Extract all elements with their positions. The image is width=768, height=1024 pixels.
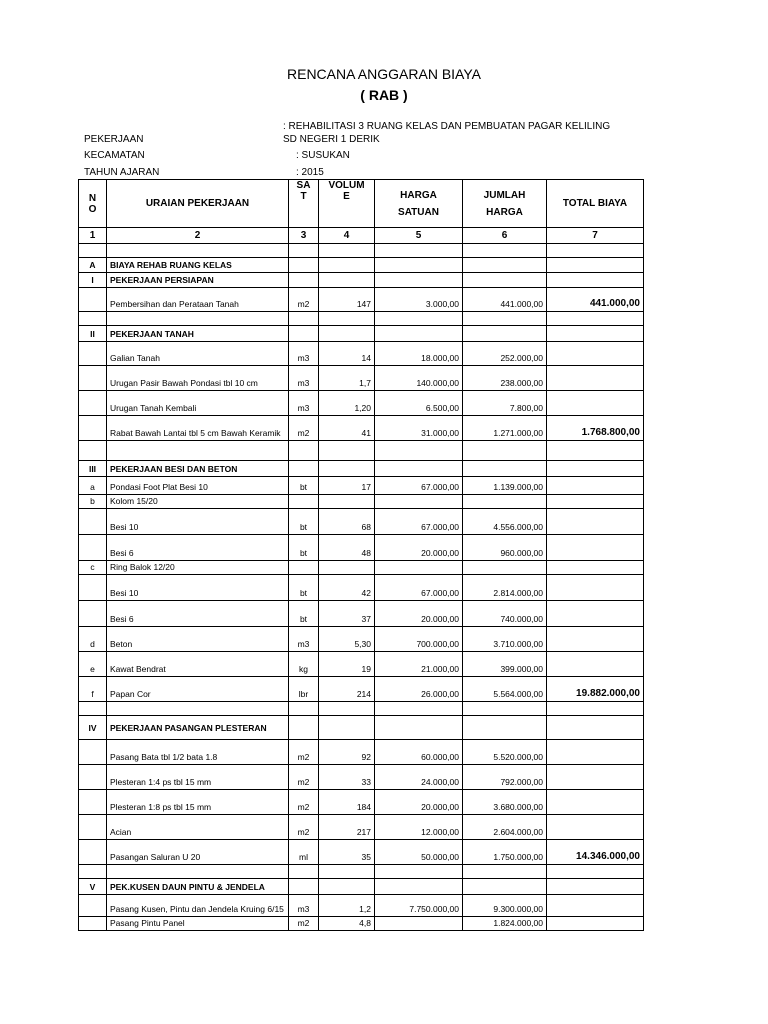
row-description: Pondasi Foot Plat Besi 10 xyxy=(107,477,289,495)
row-total xyxy=(547,326,644,342)
row-unit-price: 12.000,00 xyxy=(375,815,463,840)
row-description: Pasang Bata tbl 1/2 bata 1.8 xyxy=(107,740,289,765)
empty-cell xyxy=(463,312,547,326)
row-no xyxy=(79,765,107,790)
table-row xyxy=(79,627,644,652)
row-description: Plesteran 1:8 ps tbl 15 mm xyxy=(107,790,289,815)
row-description: Plesteran 1:4 ps tbl 15 mm xyxy=(107,765,289,790)
section-row xyxy=(79,258,644,273)
row-unit-price xyxy=(375,326,463,342)
row-amount: 792.000,00 xyxy=(463,765,547,790)
row-volume: 48 xyxy=(319,535,375,561)
row-no: a xyxy=(79,477,107,495)
row-unit: m3 xyxy=(289,391,319,416)
row-description: Ring Balok 12/20 xyxy=(107,561,289,575)
row-description: Galian Tanah xyxy=(107,342,289,366)
row-total xyxy=(547,535,644,561)
row-volume: 147 xyxy=(319,288,375,312)
row-volume xyxy=(319,879,375,895)
empty-cell xyxy=(79,312,107,326)
row-volume: 5,30 xyxy=(319,627,375,652)
row-description: Kawat Bendrat xyxy=(107,652,289,677)
header-total-biaya: TOTAL BIAYA xyxy=(547,180,644,228)
row-volume xyxy=(319,326,375,342)
row-unit: m2 xyxy=(289,416,319,441)
table-row xyxy=(79,765,644,790)
row-volume: 4,8 xyxy=(319,917,375,931)
row-description: Kolom 15/20 xyxy=(107,495,289,509)
empty-cell xyxy=(547,244,644,258)
row-amount xyxy=(463,561,547,575)
row-no: IV xyxy=(79,716,107,740)
row-volume: 68 xyxy=(319,509,375,535)
table-row xyxy=(79,509,644,535)
row-amount: 238.000,00 xyxy=(463,366,547,391)
row-unit-price: 67.000,00 xyxy=(375,477,463,495)
tahun-ajaran-value: : 2015 xyxy=(296,167,324,178)
row-unit: bt xyxy=(289,509,319,535)
row-total xyxy=(547,258,644,273)
row-no: III xyxy=(79,461,107,477)
row-unit: m2 xyxy=(289,815,319,840)
row-unit-price xyxy=(375,495,463,509)
row-no: d xyxy=(79,627,107,652)
empty-cell xyxy=(107,244,289,258)
row-total xyxy=(547,765,644,790)
row-total xyxy=(547,391,644,416)
row-unit: m2 xyxy=(289,765,319,790)
header-uraian: URAIAN PEKERJAAN xyxy=(107,180,289,228)
empty-cell xyxy=(289,244,319,258)
row-unit xyxy=(289,716,319,740)
row-volume xyxy=(319,561,375,575)
row-unit-price: 24.000,00 xyxy=(375,765,463,790)
row-volume: 1,2 xyxy=(319,895,375,917)
row-description: PEKERJAAN TANAH xyxy=(107,326,289,342)
row-description: Pasangan Saluran U 20 xyxy=(107,840,289,865)
row-volume: 35 xyxy=(319,840,375,865)
row-volume: 19 xyxy=(319,652,375,677)
row-unit: ml xyxy=(289,840,319,865)
col-number: 3 xyxy=(289,228,319,244)
col-number: 7 xyxy=(547,228,644,244)
table-row xyxy=(79,790,644,815)
header-jumlah-harga: JUMLAH HARGA xyxy=(463,180,547,228)
pekerjaan-value-line1: : REHABILITASI 3 RUANG KELAS DAN PEMBUATAN PAGAR KELILING xyxy=(283,121,611,132)
row-volume xyxy=(319,716,375,740)
row-no xyxy=(79,391,107,416)
row-no: f xyxy=(79,677,107,702)
row-unit: bt xyxy=(289,575,319,601)
row-unit-price xyxy=(375,273,463,288)
row-unit: m2 xyxy=(289,917,319,931)
row-amount: 9.300.000,00 xyxy=(463,895,547,917)
row-description: Urugan Pasir Bawah Pondasi tbl 10 cm xyxy=(107,366,289,391)
row-no xyxy=(79,740,107,765)
header-volume: VOLUM E xyxy=(319,180,375,228)
row-no xyxy=(79,535,107,561)
row-unit xyxy=(289,879,319,895)
row-unit-price: 50.000,00 xyxy=(375,840,463,865)
row-amount: 1.750.000,00 xyxy=(463,840,547,865)
row-unit: lbr xyxy=(289,677,319,702)
empty-cell xyxy=(289,441,319,461)
row-unit-price: 18.000,00 xyxy=(375,342,463,366)
row-unit-price: 21.000,00 xyxy=(375,652,463,677)
row-amount xyxy=(463,326,547,342)
row-unit-price: 60.000,00 xyxy=(375,740,463,765)
empty-cell xyxy=(79,702,107,716)
section-row xyxy=(79,461,644,477)
row-no xyxy=(79,790,107,815)
row-unit: bt xyxy=(289,601,319,627)
empty-cell xyxy=(463,865,547,879)
row-volume xyxy=(319,273,375,288)
row-volume: 41 xyxy=(319,416,375,441)
spacer-row xyxy=(79,441,644,461)
row-no xyxy=(79,509,107,535)
kecamatan-value: : SUSUKAN xyxy=(296,150,350,161)
section-row xyxy=(79,716,644,740)
row-no xyxy=(79,815,107,840)
row-amount: 7.800,00 xyxy=(463,391,547,416)
empty-cell xyxy=(375,441,463,461)
row-description: Besi 10 xyxy=(107,575,289,601)
row-total xyxy=(547,917,644,931)
row-total xyxy=(547,716,644,740)
row-total xyxy=(547,627,644,652)
row-no: V xyxy=(79,879,107,895)
row-description: Beton xyxy=(107,627,289,652)
row-no: b xyxy=(79,495,107,509)
row-unit: bt xyxy=(289,477,319,495)
row-amount: 740.000,00 xyxy=(463,601,547,627)
row-total: 19.882.000,00 xyxy=(547,677,644,702)
row-description: PEKERJAAN BESI DAN BETON xyxy=(107,461,289,477)
row-total: 1.768.800,00 xyxy=(547,416,644,441)
section-row xyxy=(79,273,644,288)
row-amount: 252.000,00 xyxy=(463,342,547,366)
empty-cell xyxy=(319,865,375,879)
row-no xyxy=(79,366,107,391)
empty-cell xyxy=(79,244,107,258)
row-amount: 1.139.000,00 xyxy=(463,477,547,495)
row-unit: m2 xyxy=(289,790,319,815)
row-no xyxy=(79,575,107,601)
table-row xyxy=(79,342,644,366)
row-amount xyxy=(463,273,547,288)
table-row xyxy=(79,601,644,627)
empty-cell xyxy=(463,441,547,461)
rab-table xyxy=(78,179,644,931)
row-unit: m3 xyxy=(289,342,319,366)
row-description: Acian xyxy=(107,815,289,840)
empty-cell xyxy=(319,244,375,258)
row-amount: 399.000,00 xyxy=(463,652,547,677)
empty-cell xyxy=(547,702,644,716)
table-row xyxy=(79,477,644,495)
row-volume: 33 xyxy=(319,765,375,790)
row-unit xyxy=(289,273,319,288)
row-no xyxy=(79,601,107,627)
row-volume: 42 xyxy=(319,575,375,601)
row-no xyxy=(79,416,107,441)
empty-cell xyxy=(289,865,319,879)
row-description: Pembersihan dan Perataan Tanah xyxy=(107,288,289,312)
row-unit-price: 67.000,00 xyxy=(375,509,463,535)
row-unit-price xyxy=(375,258,463,273)
row-no xyxy=(79,840,107,865)
empty-cell xyxy=(463,702,547,716)
col-number: 6 xyxy=(463,228,547,244)
row-amount: 5.520.000,00 xyxy=(463,740,547,765)
row-description: Rabat Bawah Lantai tbl 5 cm Bawah Keramik xyxy=(107,416,289,441)
row-unit-price: 20.000,00 xyxy=(375,601,463,627)
col-number: 5 xyxy=(375,228,463,244)
row-no xyxy=(79,895,107,917)
row-amount: 2.814.000,00 xyxy=(463,575,547,601)
header-sat: SA T xyxy=(289,180,319,228)
empty-cell xyxy=(79,441,107,461)
table-row xyxy=(79,416,644,441)
row-unit: kg xyxy=(289,652,319,677)
row-volume xyxy=(319,258,375,273)
row-amount xyxy=(463,258,547,273)
row-total xyxy=(547,895,644,917)
empty-cell xyxy=(319,312,375,326)
row-volume: 1,20 xyxy=(319,391,375,416)
table-row xyxy=(79,391,644,416)
table-header-row xyxy=(79,180,644,228)
row-no: I xyxy=(79,273,107,288)
spacer-row xyxy=(79,244,644,258)
row-description: BIAYA REHAB RUANG KELAS xyxy=(107,258,289,273)
row-total xyxy=(547,740,644,765)
row-unit-price xyxy=(375,561,463,575)
row-total xyxy=(547,561,644,575)
row-volume: 37 xyxy=(319,601,375,627)
row-volume: 92 xyxy=(319,740,375,765)
row-volume: 217 xyxy=(319,815,375,840)
document-title: RENCANA ANGGARAN BIAYA xyxy=(287,66,481,82)
row-total xyxy=(547,652,644,677)
row-total xyxy=(547,509,644,535)
row-unit: bt xyxy=(289,535,319,561)
section-row xyxy=(79,879,644,895)
row-unit-price: 6.500,00 xyxy=(375,391,463,416)
row-description: Besi 10 xyxy=(107,509,289,535)
row-total xyxy=(547,342,644,366)
empty-cell xyxy=(375,244,463,258)
row-no: II xyxy=(79,326,107,342)
row-total: 441.000,00 xyxy=(547,288,644,312)
row-no: c xyxy=(79,561,107,575)
row-volume: 214 xyxy=(319,677,375,702)
row-amount: 1.824.000,00 xyxy=(463,917,547,931)
row-total xyxy=(547,790,644,815)
row-unit xyxy=(289,561,319,575)
row-total xyxy=(547,461,644,477)
row-amount: 3.680.000,00 xyxy=(463,790,547,815)
row-unit-price xyxy=(375,879,463,895)
row-total: 14.346.000,00 xyxy=(547,840,644,865)
empty-cell xyxy=(463,244,547,258)
table-row xyxy=(79,561,644,575)
row-amount xyxy=(463,461,547,477)
table-row xyxy=(79,652,644,677)
empty-cell xyxy=(107,702,289,716)
row-volume: 17 xyxy=(319,477,375,495)
row-total xyxy=(547,601,644,627)
row-unit-price: 7.750.000,00 xyxy=(375,895,463,917)
row-total xyxy=(547,366,644,391)
row-unit xyxy=(289,495,319,509)
col-number: 2 xyxy=(107,228,289,244)
pekerjaan-label: PEKERJAAN xyxy=(84,134,144,145)
row-description: PEKERJAAN PERSIAPAN xyxy=(107,273,289,288)
row-unit-price xyxy=(375,716,463,740)
section-row xyxy=(79,326,644,342)
row-unit-price: 700.000,00 xyxy=(375,627,463,652)
row-unit: m3 xyxy=(289,627,319,652)
row-amount xyxy=(463,716,547,740)
empty-cell xyxy=(547,312,644,326)
row-unit: m2 xyxy=(289,288,319,312)
row-total xyxy=(547,879,644,895)
row-amount: 1.271.000,00 xyxy=(463,416,547,441)
table-row xyxy=(79,895,644,917)
row-unit-price: 26.000,00 xyxy=(375,677,463,702)
row-description: PEK.KUSEN DAUN PINTU & JENDELA xyxy=(107,879,289,895)
row-no xyxy=(79,342,107,366)
row-description: Pasang Kusen, Pintu dan Jendela Kruing 6/15 xyxy=(107,895,289,917)
row-unit-price: 20.000,00 xyxy=(375,535,463,561)
row-unit xyxy=(289,258,319,273)
document-subtitle: ( RAB ) xyxy=(360,87,408,103)
row-no: A xyxy=(79,258,107,273)
table-row xyxy=(79,535,644,561)
row-volume xyxy=(319,461,375,477)
row-unit xyxy=(289,326,319,342)
row-amount: 441.000,00 xyxy=(463,288,547,312)
row-amount: 3.710.000,00 xyxy=(463,627,547,652)
empty-cell xyxy=(319,702,375,716)
empty-cell xyxy=(375,702,463,716)
spacer-row xyxy=(79,702,644,716)
empty-cell xyxy=(547,441,644,461)
table-row xyxy=(79,495,644,509)
row-description: Besi 6 xyxy=(107,535,289,561)
table-row xyxy=(79,815,644,840)
empty-cell xyxy=(289,312,319,326)
row-description: Pasang Pintu Panel xyxy=(107,917,289,931)
row-unit-price: 140.000,00 xyxy=(375,366,463,391)
row-volume xyxy=(319,495,375,509)
row-unit: m3 xyxy=(289,366,319,391)
table-row xyxy=(79,917,644,931)
empty-cell xyxy=(107,441,289,461)
row-description: Urugan Tanah Kembali xyxy=(107,391,289,416)
col-number: 4 xyxy=(319,228,375,244)
empty-cell xyxy=(289,702,319,716)
row-description: Papan Cor xyxy=(107,677,289,702)
empty-cell xyxy=(107,865,289,879)
column-number-row xyxy=(79,228,644,244)
spacer-row xyxy=(79,865,644,879)
row-amount: 2.604.000,00 xyxy=(463,815,547,840)
header-harga-satuan: HARGA SATUAN xyxy=(375,180,463,228)
empty-cell xyxy=(547,865,644,879)
empty-cell xyxy=(375,865,463,879)
row-unit xyxy=(289,461,319,477)
row-total xyxy=(547,273,644,288)
row-total xyxy=(547,477,644,495)
row-total xyxy=(547,495,644,509)
row-no xyxy=(79,288,107,312)
kecamatan-label: KECAMATAN xyxy=(84,150,145,161)
row-total xyxy=(547,815,644,840)
row-unit-price: 20.000,00 xyxy=(375,790,463,815)
row-unit-price xyxy=(375,461,463,477)
row-total xyxy=(547,575,644,601)
row-unit-price: 31.000,00 xyxy=(375,416,463,441)
row-amount xyxy=(463,879,547,895)
pekerjaan-value-line2: SD NEGERI 1 DERIK xyxy=(283,134,380,145)
empty-cell xyxy=(319,441,375,461)
table-row xyxy=(79,288,644,312)
row-amount: 5.564.000,00 xyxy=(463,677,547,702)
tahun-ajaran-label: TAHUN AJARAN xyxy=(84,167,160,178)
table-row xyxy=(79,740,644,765)
row-no xyxy=(79,917,107,931)
row-volume: 184 xyxy=(319,790,375,815)
row-description: PEKERJAAN PASANGAN PLESTERAN xyxy=(107,716,289,740)
spacer-row xyxy=(79,312,644,326)
row-amount: 960.000,00 xyxy=(463,535,547,561)
row-unit-price: 3.000,00 xyxy=(375,288,463,312)
table-row xyxy=(79,575,644,601)
table-row xyxy=(79,840,644,865)
table-row xyxy=(79,366,644,391)
empty-cell xyxy=(79,865,107,879)
col-number: 1 xyxy=(79,228,107,244)
row-volume: 1,7 xyxy=(319,366,375,391)
row-unit-price xyxy=(375,917,463,931)
row-description: Besi 6 xyxy=(107,601,289,627)
row-amount xyxy=(463,495,547,509)
row-amount: 4.556.000,00 xyxy=(463,509,547,535)
empty-cell xyxy=(375,312,463,326)
empty-cell xyxy=(107,312,289,326)
row-no: e xyxy=(79,652,107,677)
row-unit: m3 xyxy=(289,895,319,917)
table-row xyxy=(79,677,644,702)
header-no: N O xyxy=(79,180,107,228)
row-volume: 14 xyxy=(319,342,375,366)
row-unit: m2 xyxy=(289,740,319,765)
row-unit-price: 67.000,00 xyxy=(375,575,463,601)
